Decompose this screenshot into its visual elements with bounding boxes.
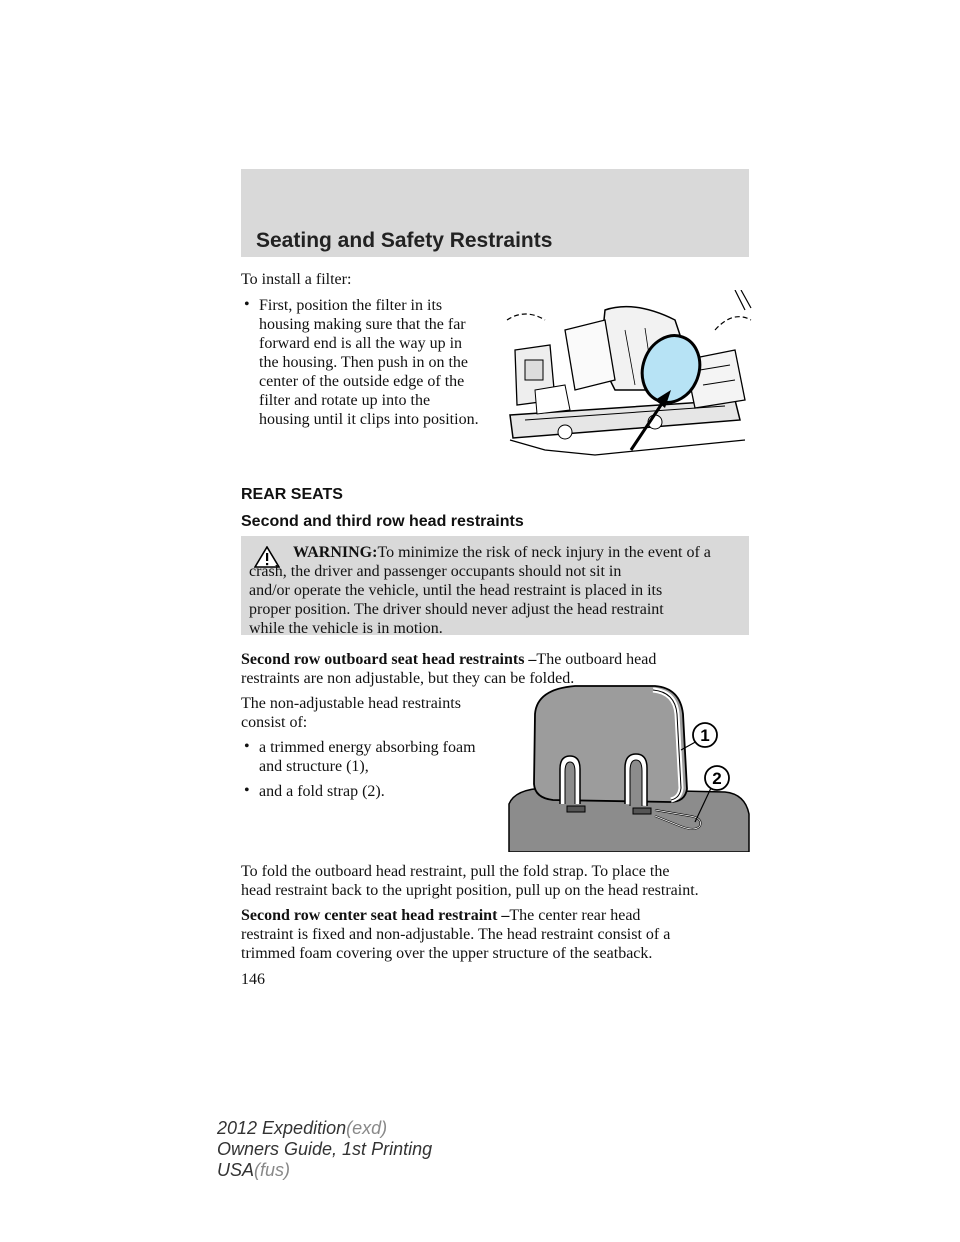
head-restraints-subheading: Second and third row head restraints (241, 513, 524, 530)
warning-line: proper position. The driver should never adjust the head restraint (249, 601, 664, 618)
outboard-paragraph-line: Second row outboard seat head restraints –The outboard head (241, 651, 657, 668)
center-paragraph-line: restraint is fixed and non-adjustable. The head restraint consist of a (241, 926, 671, 943)
filter-installation-illustration (505, 290, 753, 466)
list-item: and a fold strap (2). (259, 783, 385, 800)
outboard-paragraph-line: restraints are non adjustable, but they can be folded. (241, 670, 575, 687)
install-line: housing until it clips into position. (259, 411, 479, 428)
section-title: Seating and Safety Restraints (256, 229, 553, 252)
install-line: First, position the filter in its (259, 297, 443, 314)
install-intro: To install a filter: (241, 271, 352, 288)
center-paragraph-line: trimmed foam covering over the upper structure of the seatback. (241, 945, 653, 962)
bullet-marker: • (244, 738, 250, 755)
install-line: filter and rotate up into the (259, 392, 431, 409)
fold-instruction-line: To fold the outboard head restraint, pull the fold strap. To place the (241, 863, 670, 880)
fold-instruction-line: head restraint back to the upright position, pull up on the head restraint. (241, 882, 699, 899)
warning-line: crash, the driver and passenger occupants should not sit in (249, 563, 622, 580)
head-restraint-illustration (505, 684, 753, 852)
consist-line: The non-adjustable head restraints (241, 695, 461, 712)
footer-model-line: 2012 Expedition(exd) (217, 1118, 388, 1138)
center-paragraph-line: Second row center seat head restraint –The center rear head (241, 907, 641, 924)
install-line: center of the outside edge of the (259, 373, 465, 390)
install-line: housing making sure that the far (259, 316, 466, 333)
consist-line: consist of: (241, 714, 308, 731)
footer-region-line: USA(fus) (217, 1160, 291, 1180)
callout-2: 2 (712, 769, 722, 788)
bullet-marker: • (244, 782, 250, 799)
warning-line: while the vehicle is in motion. (249, 620, 443, 637)
callout-1: 1 (700, 726, 710, 745)
page-number: 146 (241, 971, 265, 988)
warning-label: WARNING: (293, 544, 378, 561)
list-item: a trimmed energy absorbing foam (259, 739, 476, 756)
rear-seats-heading: REAR SEATS (241, 486, 343, 503)
bullet-marker: • (244, 296, 250, 313)
list-item: and structure (1), (259, 758, 369, 775)
install-line: the housing. Then push in on the (259, 354, 469, 371)
warning-first-line: WARNING:To minimize the risk of neck injury in the event of a (293, 544, 711, 561)
warning-line: and/or operate the vehicle, until the head restraint is placed in its (249, 582, 663, 599)
install-line: forward end is all the way up in (259, 335, 463, 352)
footer-printing-line: Owners Guide, 1st Printing (217, 1139, 433, 1159)
